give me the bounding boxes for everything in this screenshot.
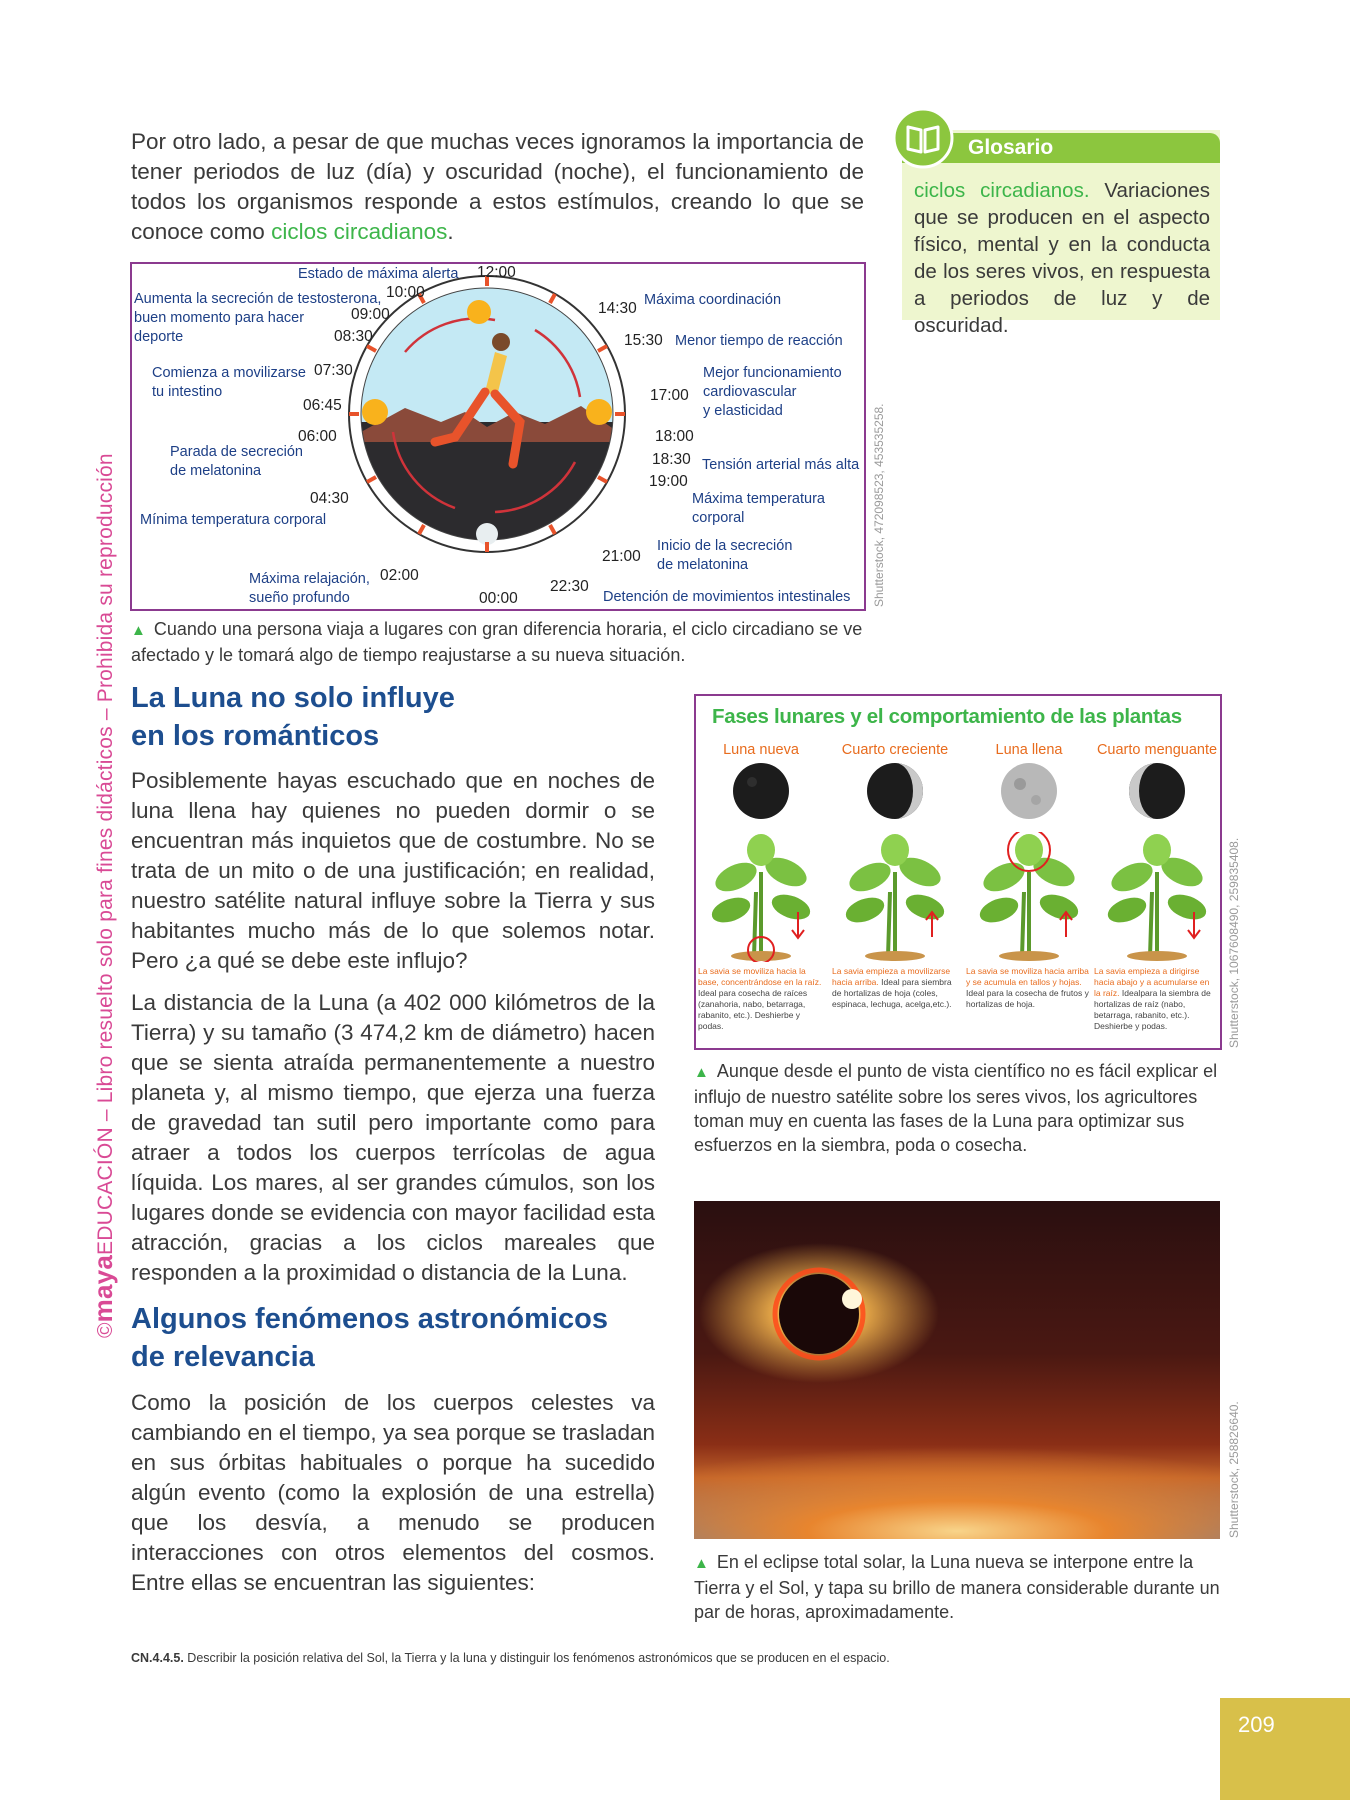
time-0200: 02:00	[380, 567, 419, 584]
footer-text: Describir la posición relativa del Sol, la Tierra y la luna y distinguir los fenómenos astronómicos que se producen en el espacio.	[183, 1651, 890, 1665]
label-cardio-1: Mejor funcionamiento	[703, 365, 842, 381]
glossary-title: Glosario	[968, 136, 1054, 159]
time-1800: 18:00	[655, 428, 694, 445]
phase-name: Cuarto menguante	[1096, 742, 1218, 758]
intro-period: .	[447, 219, 454, 244]
section1-title	[131, 679, 631, 755]
time-1830: 18:30	[652, 451, 691, 468]
label-max-temp-1: Máxima temperatura	[692, 491, 825, 507]
label-coordinacion: Máxima coordinación	[644, 292, 782, 308]
eclipse-photo	[694, 1201, 1220, 1539]
copyright-symbol: ©	[94, 1322, 117, 1338]
section2-paragraph1: Como la posición de los cuerpos celestes va cambiando en el tiempo, ya sea porque se trasladan en sus órbitas habituales o porque ha sucedido algún evento (como la explosión de una estrella) que los desvía, a menudo se producen interacciones con otros elementos del cosmos. Entre ellas se encuentran las siguientes:	[131, 1390, 655, 1595]
time-1000: 10:00	[386, 284, 425, 301]
phase-column	[698, 742, 824, 1042]
label-reaccion: Menor tiempo de reacción	[675, 333, 843, 349]
phase-note-black: Ideal para cosecha de raíces (zanahoria, nabo, betarraga, rabanito, etc.). Deshierbe y podas.	[698, 988, 808, 1031]
time-0730: 07:30	[314, 362, 353, 379]
section2-title-line2: de relevancia	[131, 1341, 315, 1373]
eclipse-credit: Shutterstock, 258826640.	[1227, 1401, 1241, 1538]
label-relajacion-1: Máxima relajación,	[249, 571, 370, 587]
label-alerta: Estado de máxima alerta	[298, 266, 459, 282]
time-0830: 08:30	[334, 328, 373, 345]
time-0900: 09:00	[351, 306, 390, 323]
page-number-box	[1220, 1698, 1350, 1800]
moon-first-quarter-icon	[866, 762, 924, 820]
time-0000: 00:00	[479, 590, 518, 607]
phase-name: Luna nueva	[723, 742, 799, 758]
phase-note-black: Ideal para siembra de hortalizas de hoja (coles, espinaca, lechuga, acelga,etc.).	[832, 977, 952, 1009]
section2-title	[131, 1300, 661, 1376]
label-max-temp	[692, 490, 825, 528]
time-1900: 19:00	[649, 473, 688, 490]
plant-icon	[974, 832, 1084, 962]
label-intestino	[152, 364, 306, 402]
label-melatonina-stop-1: Parada de secreción	[170, 444, 303, 460]
plant-icon	[840, 832, 950, 962]
eclipse-caption-text: En el eclipse total solar, la Luna nueva se interpone entre la Tierra y el Sol, y tapa su brillo de manera considerable durante un par de horas, aproximadamente.	[694, 1552, 1220, 1622]
glossary-text	[914, 177, 1210, 339]
label-intestino-2: tu intestino	[152, 384, 223, 400]
circadian-figure	[130, 262, 866, 611]
phases-caption	[694, 1059, 1220, 1157]
footer-code: CN.4.4.5.	[131, 1651, 184, 1665]
time-1430: 14:30	[598, 300, 637, 317]
plant-icon	[706, 832, 816, 962]
section1-title-line2: en los románticos	[131, 720, 380, 752]
label-max-temp-2: corporal	[692, 510, 745, 526]
time-2100: 21:00	[602, 548, 641, 565]
time-0430: 04:30	[310, 490, 349, 507]
time-1200: 12:00	[477, 264, 516, 281]
brand-logo: maya	[88, 1255, 118, 1323]
intro-highlight: ciclos circadianos	[271, 219, 448, 244]
eclipse-ring-icon	[764, 1259, 874, 1369]
phases-figure	[694, 694, 1222, 1050]
phase-note-orange: La savia empieza a dirigirse hacia abajo y a acumularse en la raíz.	[1094, 966, 1210, 998]
phase-note-orange: La savia empieza a movilizarse hacia arriba.	[832, 966, 951, 987]
label-testosterona	[134, 290, 381, 347]
label-cardio	[703, 364, 842, 421]
eclipse-caption	[694, 1550, 1220, 1624]
footer-note	[131, 1651, 1131, 1665]
time-0600: 06:00	[298, 428, 337, 445]
phase-note	[966, 966, 1090, 1010]
label-intestinales: Detención de movimientos intestinales	[603, 589, 851, 605]
phase-note	[832, 966, 956, 1010]
clock-caption	[131, 617, 865, 667]
section2-title-line1: Algunos fenómenos astronómicos	[131, 1303, 608, 1335]
label-melatonina-stop	[170, 443, 303, 481]
section1-paragraph1: Posiblemente hayas escuchado que en noches de luna llena hay quienes no pueden dormir o se encuentran más inquietos que de costumbre. No se trata de un mito o de una justificación; en realidad, nuestro satélite natural influye sobre la Tierra y sus habitantes mucho más de lo que solemos notar. Pero ¿a qué se debe este influjo?	[131, 768, 655, 973]
moon-full-icon	[1000, 762, 1058, 820]
moon-new-icon	[732, 762, 790, 820]
phase-note	[1094, 966, 1218, 1032]
label-melatonina-start-2: de melatonina	[657, 557, 749, 573]
phases-title: Fases lunares y el comportamiento de las plantas	[712, 705, 1182, 728]
time-1530: 15:30	[624, 332, 663, 349]
phases-caption-text: Aunque desde el punto de vista científico no es fácil explicar el influjo de nuestro satélite sobre los seres vivos, los agricultores toman muy en cuenta las fases de la Luna para optimizar sus esfuerzos en la siembra, poda o cosecha.	[694, 1061, 1218, 1155]
label-testosterona-3: deporte	[134, 329, 184, 345]
caption-triangle-icon: ▲	[694, 1064, 709, 1081]
glossary-term: ciclos circadianos.	[914, 179, 1090, 202]
clock-caption-text: Cuando una persona viaja a lugares con gran diferencia horaria, el ciclo circadiano se ve afectado y le tomará algo de tiempo reajustarse a su nueva situación.	[131, 619, 863, 665]
phase-column	[1094, 742, 1220, 1042]
moon-last-quarter-icon	[1128, 762, 1186, 820]
phase-name: Cuarto creciente	[841, 742, 949, 758]
time-0645: 06:45	[303, 397, 342, 414]
phases-credit: Shutterstock, 1067608490, 259835408.	[1227, 837, 1241, 1048]
label-melatonina-start-1: Inicio de la secreción	[657, 538, 793, 554]
time-1700: 17:00	[650, 387, 689, 404]
caption-triangle-icon: ▲	[694, 1555, 709, 1572]
label-cardio-2: cardiovascular	[703, 384, 797, 400]
section1-title-line1: La Luna no solo influye	[131, 682, 455, 714]
label-testosterona-1: Aumenta la secreción de testosterona,	[134, 291, 382, 307]
phase-note-black: Idealpara la siembra de hortalizas de raíz (nabo, betarraga, rabanito, etc.). Deshierbe y podas.	[1094, 988, 1211, 1031]
label-cardio-3: y elasticidad	[703, 403, 783, 419]
plant-icon	[1102, 832, 1212, 962]
side-banner-text: EDUCACIÓN – Libro resuelto solo para fines didácticos – Prohibida su reproducción	[94, 453, 117, 1255]
intro-paragraph	[131, 127, 864, 247]
phase-column	[966, 742, 1092, 1042]
phase-name: Luna llena	[995, 742, 1063, 758]
label-melatonina-start	[657, 537, 792, 575]
phase-note-orange: La savia se moviliza hacia arriba y se acumula en tallos y hojas.	[966, 966, 1089, 987]
phase-note	[698, 966, 822, 1032]
phase-column	[832, 742, 958, 1042]
phase-note-orange: La savia se moviliza hacia la base, concentrándose en la raíz.	[698, 966, 822, 987]
clock-credit: Shutterstock, 472098523, 453535258.	[872, 403, 886, 607]
caption-triangle-icon: ▲	[131, 622, 146, 639]
phase-note-black: Ideal para la cosecha de frutos y hortalizas de hoja.	[966, 988, 1089, 1009]
intro-text: Por otro lado, a pesar de que muchas veces ignoramos la importancia de tener periodos de luz (día) y oscuridad (noche), el funcionamiento de todos los organismos responde a estos estímulos, creando lo que se conoce como	[131, 129, 864, 244]
label-tension: Tensión arterial más alta	[702, 457, 860, 473]
label-relajacion-2: sueño profundo	[249, 590, 350, 606]
glossary-definition: Variaciones que se producen en el aspecto físico, mental y en la conducta de los seres vivos, en respuesta a periodos de luz y de oscuridad.	[914, 179, 1210, 337]
label-melatonina-stop-2: de melatonina	[170, 463, 262, 479]
label-relajacion	[249, 570, 370, 608]
section1-paragraph2: La distancia de la Luna (a 402 000 kilómetros de la Tierra) y su tamaño (3 474,2 km de diámetro) hacen que se sienta atraída permanentemente a nuestro planeta y, al mismo tiempo, que ejerza una fuerza de gravedad tan sutil pero importante como para atraer a todos los cuerpos terrícolas de agua líquida. Los mares, al ser grandes cúmulos, son los lugares donde se evidencia con mayor facilidad esta atracción, gracias a los ciclos mareales que responden a la proximidad o distancia de la Luna.	[131, 990, 655, 1285]
label-intestino-1: Comienza a movilizarse	[152, 365, 306, 381]
time-2230: 22:30	[550, 578, 589, 595]
label-min-temp: Mínima temperatura corporal	[140, 512, 327, 528]
page-number: 209	[1238, 1712, 1275, 1737]
label-testosterona-2: buen momento para hacer	[134, 310, 305, 326]
side-banner	[88, 453, 119, 1338]
book-icon	[892, 107, 954, 169]
